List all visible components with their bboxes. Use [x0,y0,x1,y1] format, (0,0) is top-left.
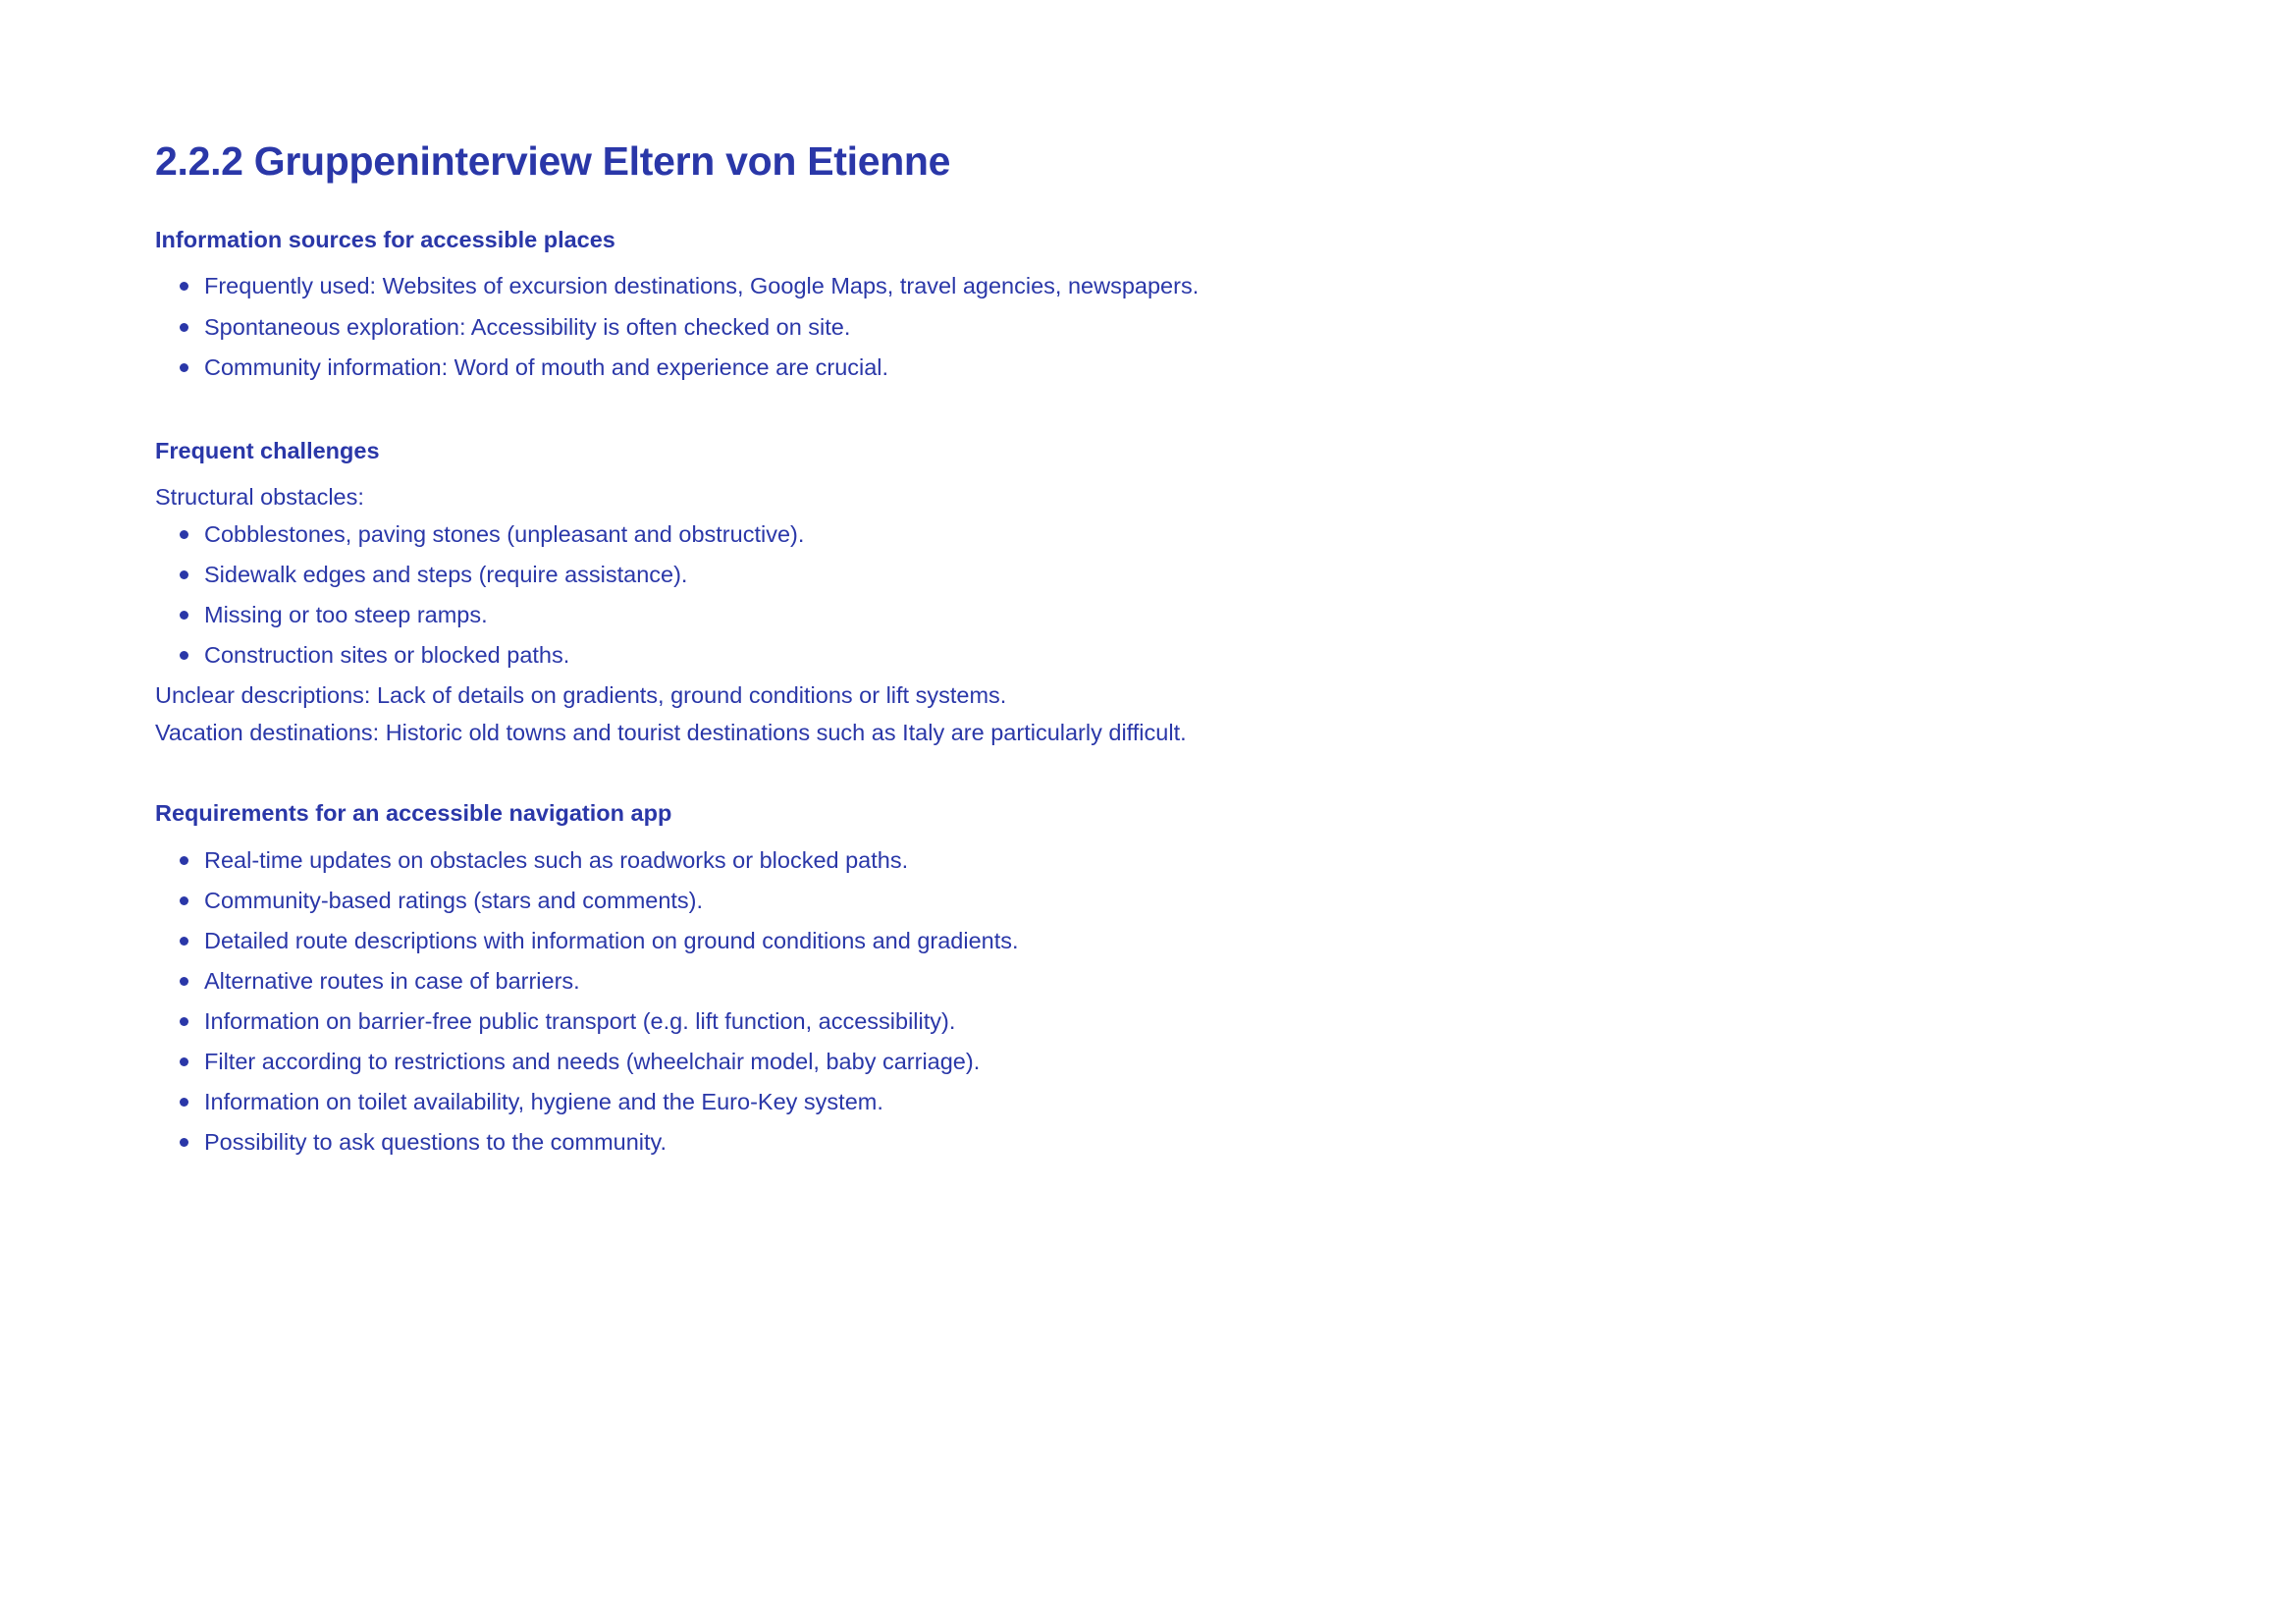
bullet-list [155,517,1628,672]
list-item: Filter according to restrictions and needs (wheelchair model, baby carriage). [155,1045,1628,1078]
list-item: Frequently used: Websites of excursion destinations, Google Maps, travel agencies, newspapers. [155,269,1628,302]
list-item: Information on barrier-free public transport (e.g. lift function, accessibility). [155,1004,1628,1038]
list-item: Missing or too steep ramps. [155,598,1628,631]
document-body [155,137,1628,1165]
list-item: Construction sites or blocked paths. [155,638,1628,672]
section-note: Unclear descriptions: Lack of details on gradients, ground conditions or lift systems. [155,682,1007,709]
section-spacer [155,391,1628,434]
section-note: Vacation destinations: Historic old towns and tourist destinations such as Italy are particularly difficult. [155,720,1187,746]
list-item: Sidewalk edges and steps (require assistance). [155,558,1628,591]
section-heading: Information sources for accessible places [155,227,615,253]
list-item: Real-time updates on obstacles such as roadworks or blocked paths. [155,843,1628,877]
list-item: Community information: Word of mouth and experience are crucial. [155,351,1628,384]
bullet-list [155,843,1628,1160]
section-app-requirements [155,796,1628,1159]
list-item: Spontaneous exploration: Accessibility is often checked on site. [155,310,1628,344]
bullet-list [155,269,1628,383]
section-heading: Requirements for an accessible navigation app [155,800,672,827]
list-item: Detailed route descriptions with information on ground conditions and gradients. [155,924,1628,957]
list-item: Information on toilet availability, hygiene and the Euro-Key system. [155,1085,1628,1118]
section-frequent-challenges [155,434,1628,750]
list-item: Possibility to ask questions to the community. [155,1125,1628,1159]
list-item: Alternative routes in case of barriers. [155,964,1628,998]
section-heading: Frequent challenges [155,437,380,463]
list-item: Cobblestones, paving stones (unpleasant and obstructive). [155,517,1628,551]
section-information-sources [155,223,1628,383]
page-title: 2.2.2 Gruppeninterview Eltern von Etienne [155,138,951,184]
section-subline: Structural obstacles: [155,483,364,510]
section-spacer [155,753,1628,796]
list-item: Community-based ratings (stars and comments). [155,884,1628,917]
